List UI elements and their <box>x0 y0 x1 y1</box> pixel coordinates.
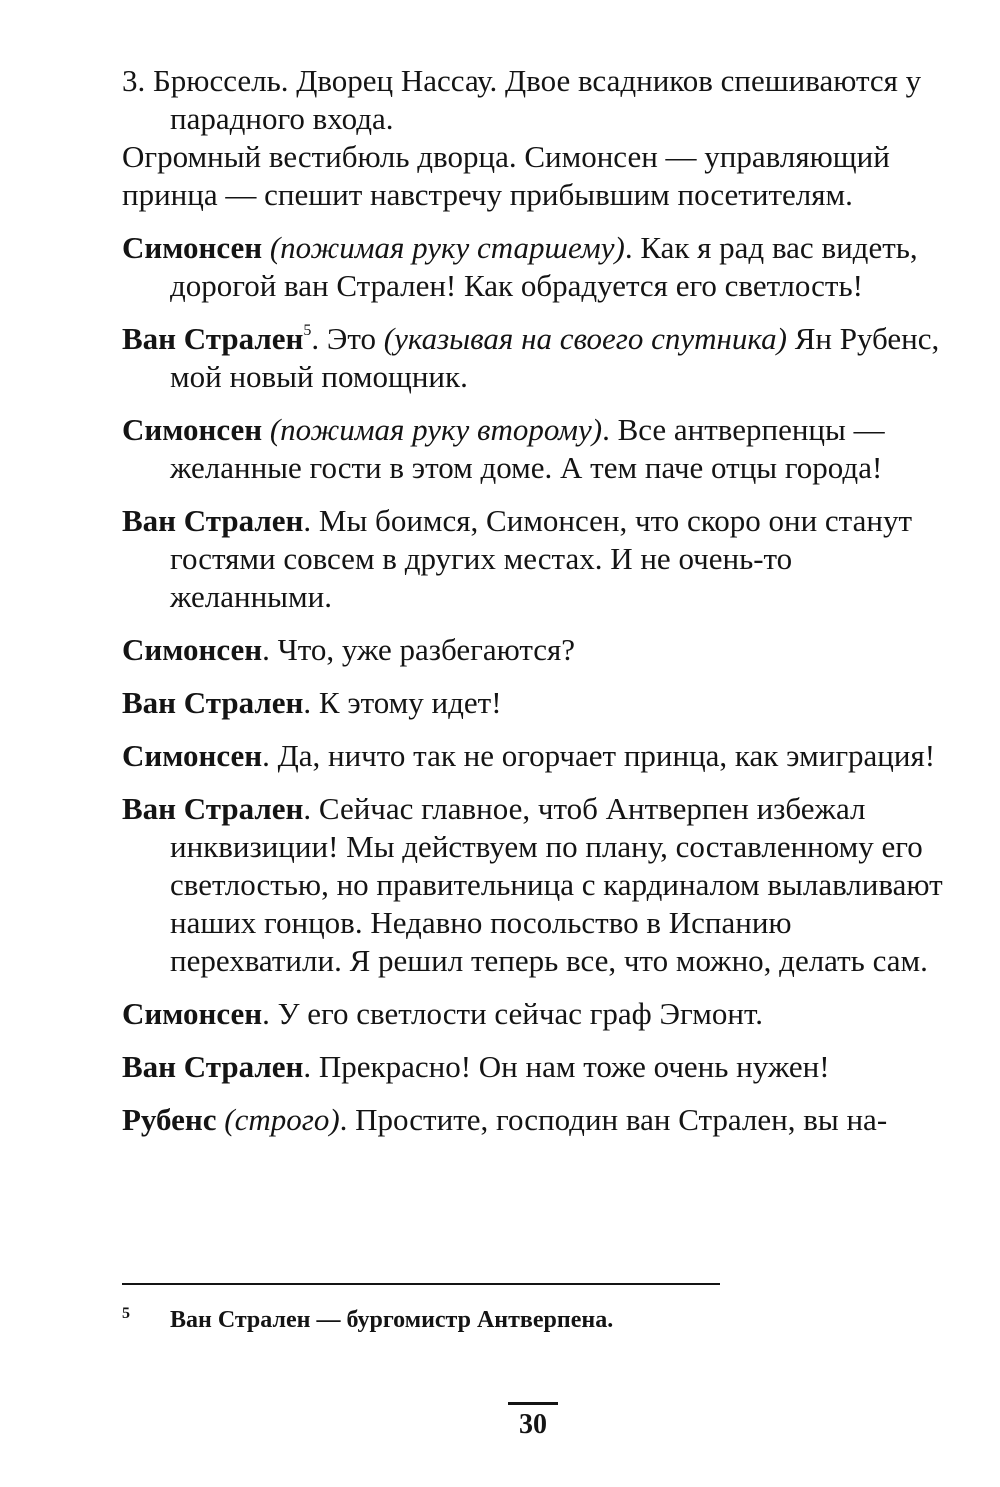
line-text: . Все антверпенцы — желанные гости в этом доме. А тем паче отцы города! <box>170 412 885 485</box>
speaker-name: Симонсен <box>122 996 263 1031</box>
line-text: . Да, ничто так не огорчает принца, как эмиграция! <box>262 738 936 773</box>
line-text-lead: . Это <box>311 321 384 356</box>
dialogue-line <box>122 1101 952 1139</box>
line-text: . Мы боимся, Симонсен, что скоро они станут гостями совсем в других местах. И не очень-то желанными. <box>170 503 912 614</box>
speaker-name: Ван Стрален <box>122 321 304 356</box>
stage-remark: (указывая на своего спутника) <box>383 321 787 356</box>
dialogue-line <box>122 684 952 722</box>
footnote-reference[interactable]: 5 <box>303 322 312 339</box>
dialogue-line <box>122 411 952 487</box>
dialogue-line <box>122 995 952 1033</box>
footnote: 5 Ван Стрален — бургомистр Антверпена. <box>122 1305 614 1333</box>
line-text: . Что, уже разбегаются? <box>262 632 576 667</box>
dialogue-line <box>122 790 952 980</box>
speaker-name: Симонсен <box>122 412 263 447</box>
page-number: 30 <box>519 1409 547 1440</box>
stage-direction <box>122 138 952 214</box>
speaker-name: Ван Стрален <box>122 1049 304 1084</box>
dialogue-line <box>122 1048 952 1086</box>
speaker-name: Рубенс <box>122 1102 217 1137</box>
line-text: . Как я рад вас видеть, дорогой ван Стрален! Как обрадуется его светлость! <box>170 230 918 303</box>
line-text: . У его светлости сейчас граф Эгмонт. <box>262 996 763 1031</box>
stage-direction-text: Огромный вестибюль дворца. Симонсен — управляющий принца — спешит навстречу прибывшим посетителям. <box>122 139 890 212</box>
footnote-divider <box>122 1283 720 1285</box>
stage-remark: (пожимая руку второму) <box>269 412 603 447</box>
page-number-rule <box>508 1402 558 1405</box>
speaker-name: Симонсен <box>122 738 263 773</box>
line-text: . К этому идет! <box>303 685 502 720</box>
dialogue-line <box>122 320 952 396</box>
line-text: . Сейчас главное, чтоб Антверпен избежал инквизиции! Мы действуем по плану, составленному его светлостью, но правительница с кардиналом вылавливают наших гонцов. Недавно посольство в Испанию перехватили. Я решил теперь все, что можно, делать сам. <box>170 791 943 978</box>
line-text: . Простите, господин ван Стрален, вы на- <box>339 1102 888 1137</box>
scene-heading <box>122 62 952 138</box>
footnote-text: Ван Стрален — бургомистр Антверпена. <box>170 1307 614 1333</box>
line-text: Ян Рубенс, мой новый помощник. <box>170 321 940 394</box>
speaker-name: Ван Стрален <box>122 685 304 720</box>
stage-remark: (строго) <box>224 1102 340 1137</box>
speaker-name: Симонсен <box>122 230 263 265</box>
speaker-name: Симонсен <box>122 632 263 667</box>
speaker-name: Ван Стрален <box>122 503 304 538</box>
scene-heading-text: 3. Брюссель. Дворец Нассау. Двое всадников спешиваются у парадного входа. <box>122 63 922 136</box>
line-text: . Прекрасно! Он нам тоже очень нужен! <box>303 1049 830 1084</box>
speaker-name: Ван Стрален <box>122 791 304 826</box>
dialogue-line <box>122 229 952 305</box>
dialogue-line <box>122 502 952 616</box>
stage-remark: (пожимая руку старшему) <box>269 230 625 265</box>
page-body <box>122 62 952 1139</box>
dialogue-line <box>122 631 952 669</box>
dialogue-line <box>122 737 952 775</box>
